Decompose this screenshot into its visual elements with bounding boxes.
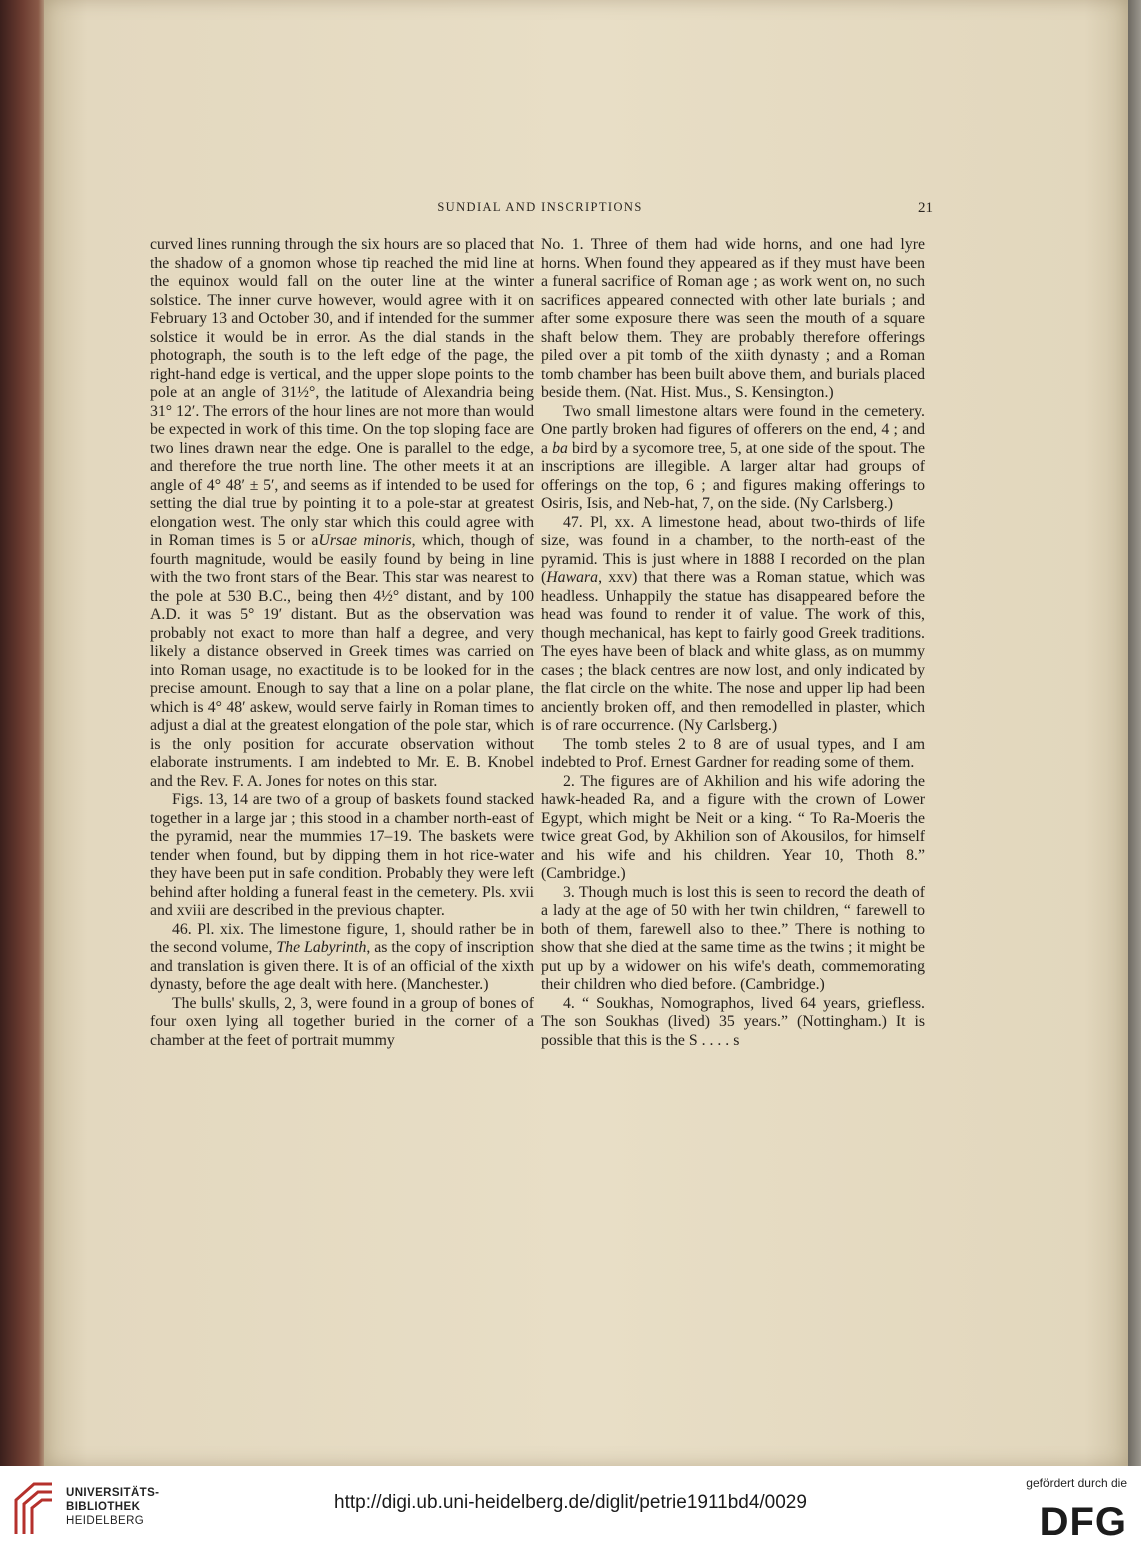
running-head-title: SUNDIAL AND INSCRIPTIONS (437, 200, 643, 214)
book-binding (0, 0, 48, 1466)
dfg-logo: DFG (1039, 1500, 1127, 1544)
paragraph: Two small limestone altars were found in the cemetery. One partly broken had figures of offerers on the end, 4 ; and a ba bird by a sycomore tree, 5, at one side of the spout. The inscriptions are illegible. A larger altar had groups of offerings on the top, 6 ; and figures making offerings to Osiris, Isis, and Neb-hat, 7, on the side. (Ny Carlsberg.) (541, 402, 925, 512)
paragraph: The bulls' skulls, 2, 3, were found in a group of bones of four oxen lying all together buried in the corner of a chamber at the feet of portrait mummy (150, 994, 534, 1049)
funded-by-label: gefördert durch die (1026, 1476, 1127, 1490)
library-name-line: HEIDELBERG (66, 1515, 145, 1527)
library-name-line: BIBLIOTHEK (66, 1501, 141, 1513)
paragraph: 4. “ Soukhas, Nomographos, lived 64 years, griefless. The son Soukhas (lived) 35 years.” (Nottingham.) It is possible that this is the S . . . . s (541, 994, 925, 1049)
page-number: 21 (918, 200, 933, 216)
library-name-line: UNIVERSITÄTS- (66, 1487, 160, 1499)
left-text-column (150, 236, 534, 1050)
paragraph: Figs. 13, 14 are two of a group of baskets found stacked together in a large jar ; this stood in a chamber north-east of the pyramid, near the mummies 17–19. The baskets were tender when found, but by dipping them in hot rice-water they have been put in safe condition. Probably they were left behind after holding a funeral feast in the cemetery. Pls. xvii and xviii are described in the previous chapter. (150, 791, 534, 919)
paragraph: curved lines running through the six hours are so placed that the shadow of a gnomon whose tip reached the mid line at the equinox would fall on the outer line at the winter solstice. The inner curve however, would agree with it on February 13 and October 30, and if intended for the summer solstice it would be in error. As the dial stands in the photograph, the south is to the left edge of the page, the right-hand edge is vertical, and the upper slope points to the pole at an angle of 31½°, the latitude of Alexandria being 31° 12′. The errors of the hour lines are not more than would be expected in work of this time. On the top sloping face are two lines drawn near the edge. One is parallel to the edge, and therefore the true north line. The other meets it at an angle of 4° 48′ ± 5′, and seems as if intended to be used for setting the dial true by pointing it to a pole-star at greatest elongation west. The only star which this could agree with in Roman times is 5 or aUrsae minoris, which, though of fourth magnitude, would be easily found by being in line with the two front stars of the Bear. This star was nearest to the pole at 530 B.C., being then 4½° distant, and by 100 A.D. it was 5° 19′ distant. But as the observation was probably not exact to more than half a degree, and very likely a distance observed in Greek times was carried on into Roman usage, no exactitude is to be looked for in the precise amount. Enough to say that a line on a polar plane, which is 4° 48′ askew, would serve fairly in Roman times to adjust a dial at the greatest elongation of the pole star, which is the only position for accurate observation without elaborate instruments. I am indebted to Mr. E. B. Knobel and the Rev. F. A. Jones for notes on this star. (150, 236, 534, 790)
viewer-footer (0, 1466, 1141, 1549)
paragraph: The tomb steles 2 to 8 are of usual types, and I am indebted to Prof. Ernest Gardner for reading some of them. (541, 735, 925, 771)
paragraph: 2. The figures are of Akhilion and his wife adoring the hawk-headed Ra, and a figure with the crown of Lower Egypt, which might be Neit or a king. “ To Ra-Moeris the twice great God, by Akhilion son of Akousilos, for himself and his wife and his children. Year 10, Thoth 8.” (Cambridge.) (541, 772, 925, 882)
paragraph: 47. Pl, xx. A limestone head, about two-thirds of life size, was found in a chamber, to the north-east of the pyramid. This is just where in 1888 I recorded on the plan (Hawara, xxv) that there was a Roman statue, which was headless. Unhappily the statue has disappeared before the head was found to render it of value. The work of this, though mechanical, has kept to fairly good Greek traditions. The eyes have been of black and white glass, as on mummy cases ; the black centres are now lost, and only indicated by the flat circle on the white. The nose and upper lip had been anciently broken off, and then remodelled in plaster, which is of rare occurrence. (Ny Carlsberg.) (541, 513, 925, 734)
paragraph: 3. Though much is lost this is seen to record the death of a lady at the age of 50 with her twin children, “ farewell to both of them, farewell also to thee.” There is nothing to show that she died at the same time as the twins ; it might be put up by a widower on his wife's death, commemorating their children who died before. (Cambridge.) (541, 883, 925, 993)
source-url-link[interactable]: http://digi.ub.uni-heidelberg.de/diglit/petrie1911bd4/0029 (334, 1492, 807, 1513)
running-head (145, 200, 935, 220)
page-edge (1128, 0, 1141, 1466)
paragraph: No. 1. Three of them had wide horns, and one had lyre horns. When found they appeared as if they must have been a funeral sacrifice of Roman age ; as work went on, no such sacrifices appeared connected with other late burials ; and after some exposure there was seen the mouth of a square shaft below them. They are probably therefore offerings piled over a pit tomb of the xiith dynasty ; and a Roman tomb chamber has been built above them, and burials placed beside them. (Nat. Hist. Mus., S. Kensington.) (541, 236, 925, 401)
paragraph: 46. Pl. xix. The limestone figure, 1, should rather be in the second volume, The Labyrinth, as the copy of inscription and translation is given there. It is of an official of the xixth dynasty, before the age dealt with here. (Manchester.) (150, 920, 535, 993)
right-text-column (541, 236, 925, 1050)
